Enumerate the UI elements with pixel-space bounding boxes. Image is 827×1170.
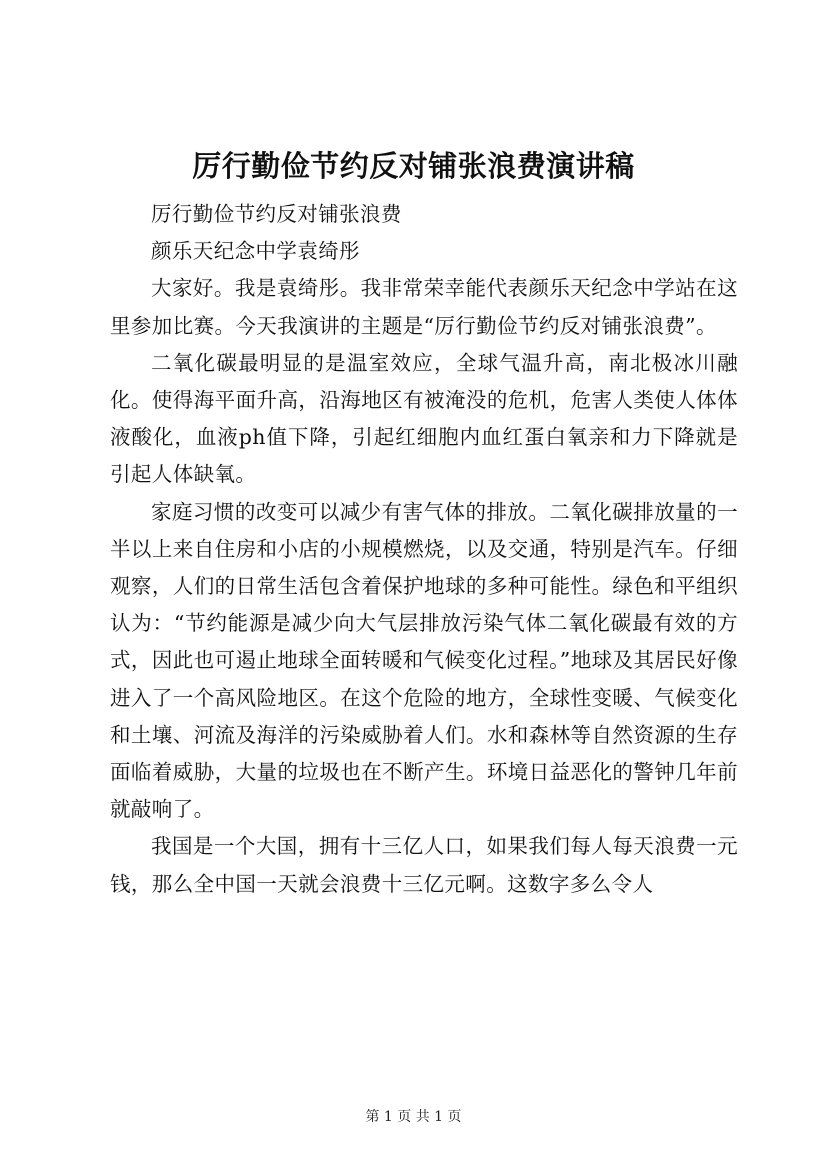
document-title: 厉行勤俭节约反对铺张浪费演讲稿: [192, 149, 635, 183]
paragraph-household-habits: 家庭习惯的改变可以减少有害气体的排放。二氧化碳排放量的一半以上来自住房和小店的小规模燃烧，以及交通，特别是汽车。仔细观察，人们的日常生活包含着保护地球的多种可能性。绿色和平组织认为：“节约能源是减少向大气层排放污染气体二氧化碳最有效的方式，因此也可遏止地球全面转暖和气候变化过程。”地球及其居民好像进入了一个高风险地区。在这个危险的地方，全球性变暖、气候变化和土壤、河流及海洋的污染威胁着人们。水和森林等自然资源的生存面临着威胁，大量的垃圾也在不断产生。环境日益恶化的警钟几年前就敲响了。: [110, 499, 738, 822]
paragraph-population-waste: 我国是一个大国，拥有十三亿人口，如果我们每人每天浪费一元钱，那么全中国一天就会浪费十三亿元啊。这数字多么令人: [110, 834, 738, 896]
document-body: [110, 196, 738, 903]
page-number-footer: 第 1 页 共 1 页: [365, 1109, 462, 1125]
paragraph-co2-effects: 二氧化碳最明显的是温室效应，全球气温升高，南北极冰川融化。使得海平面升高，沿海地区有被淹没的危机，危害人类使人体体液酸化，血液ph值下降，引起红细胞内血红蛋白氧亲和力下降就是引起人体缺氧。: [110, 350, 738, 487]
author-line: 颜乐天纪念中学袁绮彤: [151, 239, 360, 264]
paragraph-greeting: 大家好。我是袁绮彤。我非常荣幸能代表颜乐天纪念中学站在这里参加比赛。今天我演讲的主题是“厉行勤俭节约反对铺张浪费”。: [110, 276, 738, 338]
subtitle-line: 厉行勤俭节约反对铺张浪费: [151, 202, 402, 226]
